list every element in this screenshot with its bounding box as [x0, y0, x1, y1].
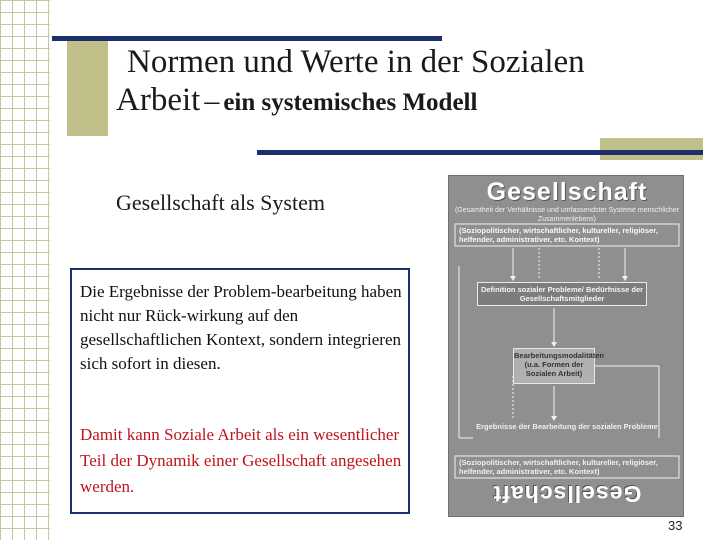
arrowhead [622, 276, 628, 281]
text-box [70, 268, 410, 514]
paragraph-results: Die Ergebnisse der Problem-bearbeitung haben nicht nur Rück-wirkung auf den gesellschaftlichen Kontext, sondern integrieren sich sofort in diesen. [80, 282, 402, 373]
slide-title-line1: Normen und Werte in der Sozialen [127, 44, 585, 80]
slide-title-word: Arbeit [116, 82, 201, 118]
section-heading: Gesellschaft als System [116, 190, 325, 215]
title-top-rule [52, 36, 442, 41]
decorative-grid-bar [0, 0, 50, 540]
title-bottom-rule [257, 150, 703, 155]
slide-title-line2 [116, 82, 477, 119]
diagram-subtitle: (Gesamtheit der Verhältnisse und umfassendster Systeme menschlicher Zusammenlebens) [454, 207, 680, 223]
diagram-definition-box: Definition sozialer Probleme/ Bedürfnisse der Gesellschaftsmitglieder [477, 282, 647, 306]
society-system-diagram [448, 175, 684, 517]
diagram-title: Gesellschaft [486, 178, 648, 206]
arrowhead [551, 416, 557, 421]
diagram-title-mirrored: Gesellschaft [492, 481, 642, 507]
diagram-context-top: (Soziopolitischer, wirtschaftlicher, kultureller, religiöser, helfender, administrativer, etc. Kontext) [459, 226, 658, 244]
paragraph-conclusion: Damit kann Soziale Arbeit als ein wesentlicher Teil der Dynamik einer Gesellschaft angesehen werden. [80, 425, 402, 496]
diagram-bearbeitung-box: Bearbeitungsmodalitäten (u.a. Formen der Sozialen Arbeit) [513, 348, 595, 384]
slide-title-dash: – [204, 84, 220, 117]
title-accent-block [67, 40, 108, 136]
title-right-accent-block [600, 138, 703, 160]
page-number: 33 [668, 518, 683, 533]
arrowhead [551, 342, 557, 347]
slide-title-subtitle: ein systemisches Modell [223, 89, 478, 116]
arrowhead [510, 276, 516, 281]
diagram-context-bottom: (Soziopolitischer, wirtschaftlicher, kultureller, religiöser, helfender, administrativer, etc. Kontext) [459, 458, 658, 476]
diagram-result: Ergebnisse der Bearbeitung der sozialen Probleme [476, 422, 658, 431]
